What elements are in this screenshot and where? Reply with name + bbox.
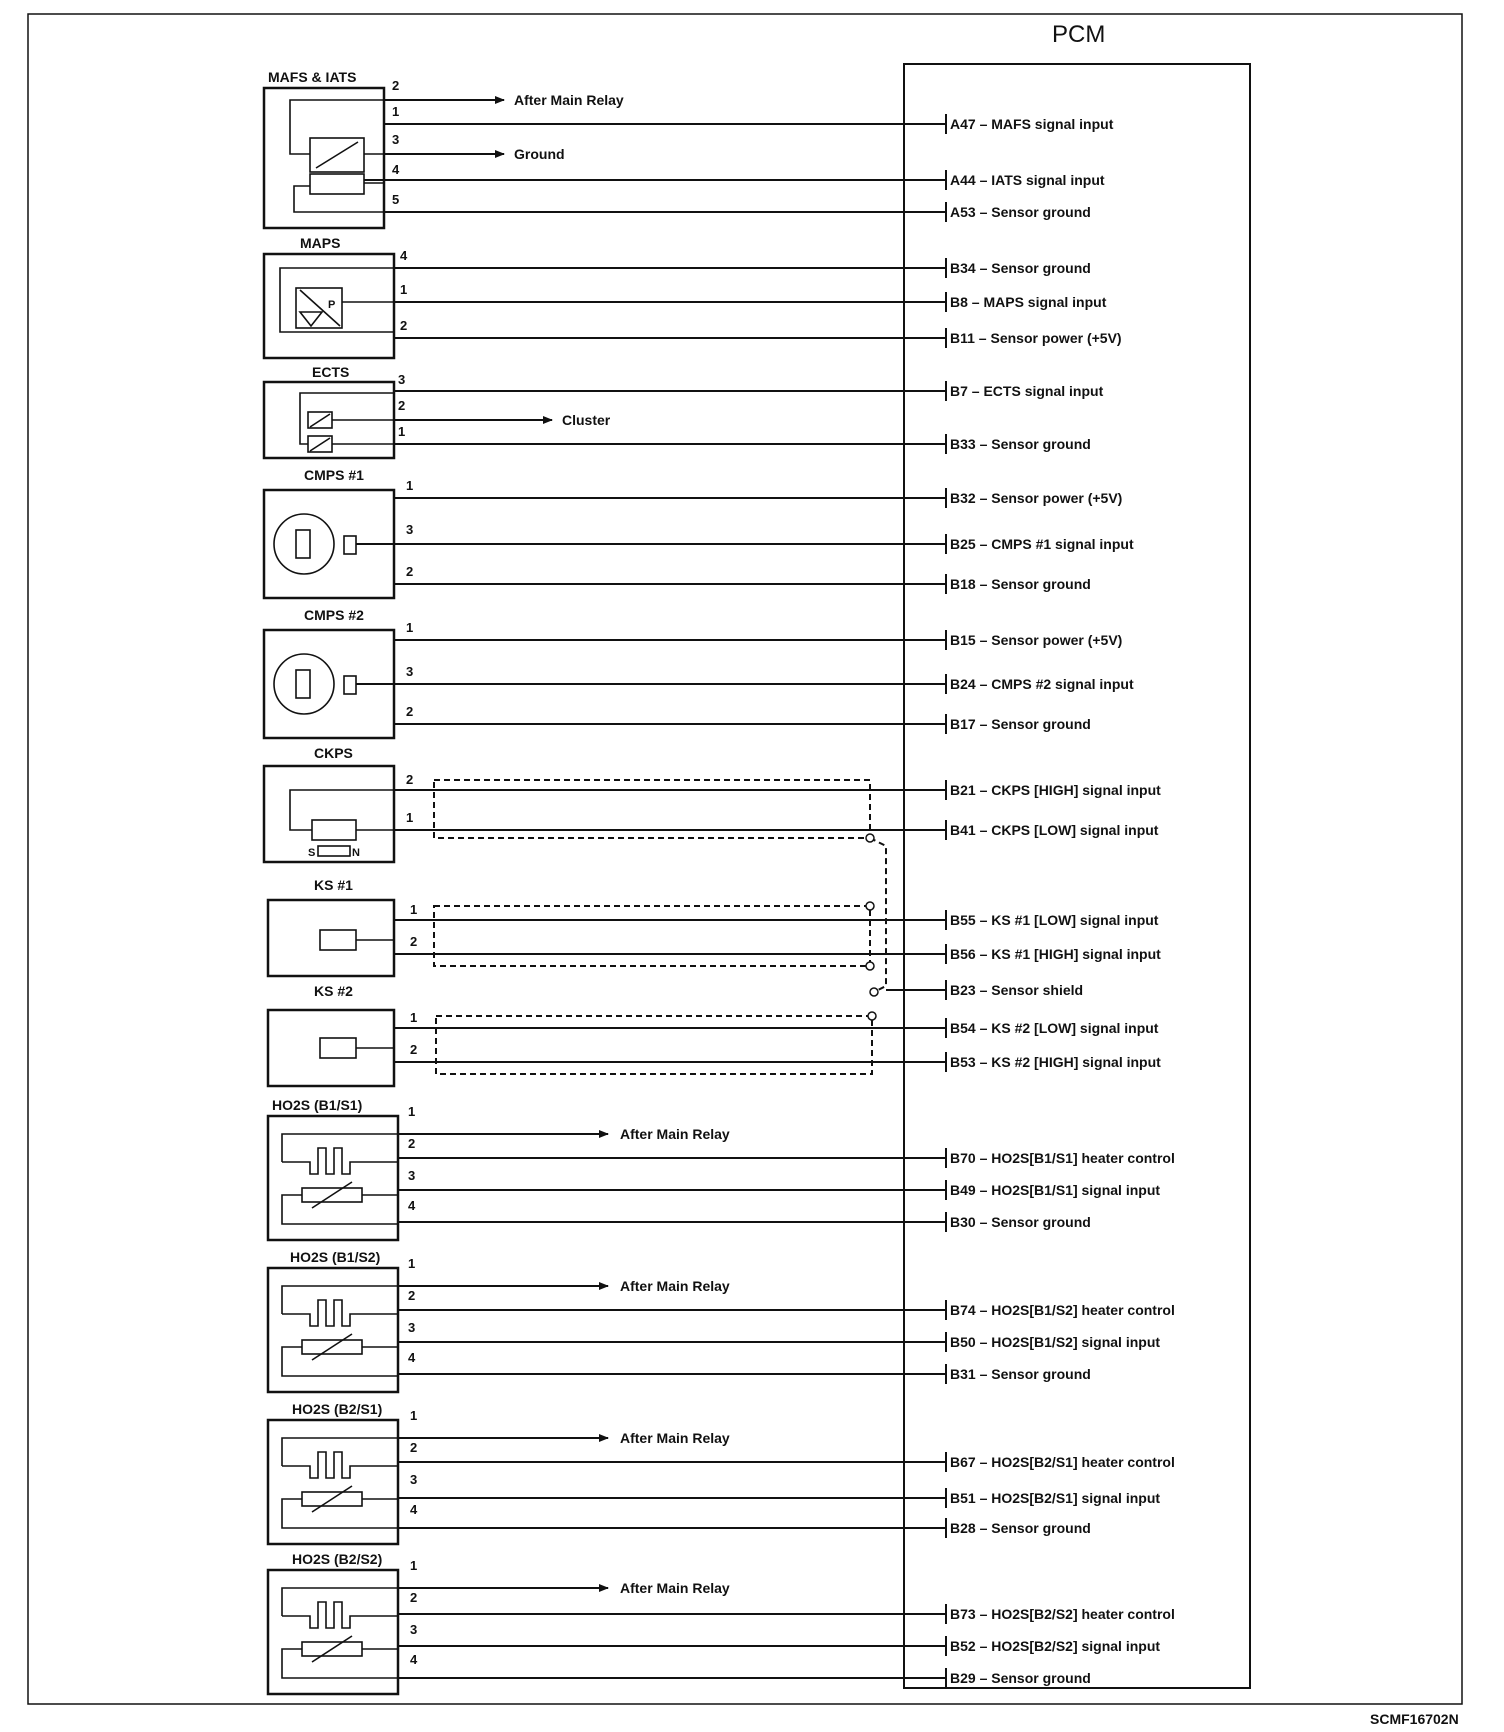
pin-number: 1: [398, 424, 406, 439]
pcm-terminal-label: B7 – ECTS signal input: [950, 383, 1104, 399]
svg-text:P: P: [328, 299, 336, 311]
external-connection-label: Ground: [514, 146, 565, 162]
pin-number: 4: [392, 162, 400, 177]
mafs-iats-sensor: [264, 88, 384, 228]
svg-text:N: N: [352, 847, 360, 859]
component-label-maps: MAPS: [300, 235, 341, 251]
pin-number: 3: [392, 132, 400, 147]
pin-number: 1: [406, 810, 414, 825]
component-label-ho2s-b2s2: HO2S (B2/S2): [292, 1551, 383, 1567]
pcm-terminal-label: B53 – KS #2 [HIGH] signal input: [950, 1054, 1161, 1070]
pin-number: 5: [392, 192, 400, 207]
pcm-terminal-label: B33 – Sensor ground: [950, 436, 1091, 452]
external-connection-label: Cluster: [562, 412, 611, 428]
pcm-terminal-label: A47 – MAFS signal input: [950, 116, 1114, 132]
ho2s-b2s1-sensor: [268, 1420, 398, 1544]
pin-number: 4: [410, 1652, 418, 1667]
component-label-ks1: KS #1: [314, 877, 353, 893]
pin-number: 2: [406, 564, 414, 579]
pcm-terminal-label: B11 – Sensor power (+5V): [950, 330, 1122, 346]
pin-number: 1: [410, 902, 418, 917]
component-label-ckps: CKPS: [314, 745, 353, 761]
pcm-terminal-label: B18 – Sensor ground: [950, 576, 1091, 592]
pin-number: 1: [406, 620, 414, 635]
component-label-mafs-iats: MAFS & IATS: [268, 69, 357, 85]
component-label-ho2s-b1s2: HO2S (B1/S2): [290, 1249, 381, 1265]
pcm-terminal-label: B73 – HO2S[B2/S2] heater control: [950, 1606, 1175, 1622]
component-label-ects: ECTS: [312, 364, 350, 380]
pcm-terminal-label: B31 – Sensor ground: [950, 1366, 1091, 1382]
pin-number: 3: [408, 1168, 416, 1183]
pin-number: 3: [406, 522, 414, 537]
component-label-ho2s-b1s1: HO2S (B1/S1): [272, 1097, 363, 1113]
figure-code: SCMF16702N: [1370, 1711, 1459, 1727]
pcm-terminal-label: B32 – Sensor power (+5V): [950, 490, 1123, 506]
pin-number: 4: [400, 248, 408, 263]
ckps-sensor: [264, 766, 394, 862]
pcm-terminal-label: B70 – HO2S[B1/S1] heater control: [950, 1150, 1175, 1166]
external-connection-label: After Main Relay: [620, 1430, 730, 1446]
pcm-terminal-label: B49 – HO2S[B1/S1] signal input: [950, 1182, 1161, 1198]
svg-text:S: S: [308, 847, 316, 859]
ks1-sensor: [268, 900, 394, 976]
pcm-terminal-label: B25 – CMPS #1 signal input: [950, 536, 1134, 552]
component-label-cmps2: CMPS #2: [304, 607, 364, 623]
pin-number: 2: [410, 1440, 418, 1455]
pcm-terminal-label: A44 – IATS signal input: [950, 172, 1105, 188]
pcm-terminal-label: B29 – Sensor ground: [950, 1670, 1091, 1686]
pin-number: 1: [408, 1104, 416, 1119]
pin-number: 1: [410, 1408, 418, 1423]
pcm-terminal-label: A53 – Sensor ground: [950, 204, 1091, 220]
pin-number: 1: [410, 1558, 418, 1573]
component-label-ks2: KS #2: [314, 983, 353, 999]
pin-number: 4: [410, 1502, 418, 1517]
pcm-terminal-label: B74 – HO2S[B1/S2] heater control: [950, 1302, 1175, 1318]
pin-number: 2: [410, 1590, 418, 1605]
external-connection-label: After Main Relay: [620, 1580, 730, 1596]
pcm-terminal-label: B51 – HO2S[B2/S1] signal input: [950, 1490, 1161, 1506]
ks2-sensor: [268, 1010, 394, 1086]
external-connection-layer: [384, 92, 730, 1596]
pin-number: 4: [408, 1198, 416, 1213]
pcm-terminal-label: B55 – KS #1 [LOW] signal input: [950, 912, 1159, 928]
pin-number: 1: [406, 478, 414, 493]
pcm-terminal-label: B28 – Sensor ground: [950, 1520, 1091, 1536]
pcm-terminal-label: B41 – CKPS [LOW] signal input: [950, 822, 1159, 838]
pcm-terminal-label: B56 – KS #1 [HIGH] signal input: [950, 946, 1161, 962]
pcm-terminal-label: B52 – HO2S[B2/S2] signal input: [950, 1638, 1161, 1654]
pin-number: 2: [406, 704, 414, 719]
ho2s-b2s2-sensor: [268, 1570, 398, 1694]
pcm-terminal-label: B34 – Sensor ground: [950, 260, 1091, 276]
pin-number: 1: [392, 104, 400, 119]
external-connection-label: After Main Relay: [514, 92, 624, 108]
pcm-terminal-label: B67 – HO2S[B2/S1] heater control: [950, 1454, 1175, 1470]
pin-number: 3: [410, 1622, 418, 1637]
pcm-terminal-label: B54 – KS #2 [LOW] signal input: [950, 1020, 1159, 1036]
external-connection-label: After Main Relay: [620, 1278, 730, 1294]
pin-number: 3: [398, 372, 406, 387]
external-connection-label: After Main Relay: [620, 1126, 730, 1142]
pin-number: 2: [408, 1288, 416, 1303]
pcm-terminal-layer: [946, 114, 1175, 1688]
pcm-terminal-label: B24 – CMPS #2 signal input: [950, 676, 1134, 692]
pcm-terminal-label: B21 – CKPS [HIGH] signal input: [950, 782, 1161, 798]
pcm-terminal-label: B23 – Sensor shield: [950, 982, 1084, 998]
pcm-terminal-label: B8 – MAPS signal input: [950, 294, 1107, 310]
pcm-terminal-label: B15 – Sensor power (+5V): [950, 632, 1123, 648]
pin-number: 2: [410, 1042, 418, 1057]
component-label-cmps1: CMPS #1: [304, 467, 364, 483]
pcm-terminal-label: B30 – Sensor ground: [950, 1214, 1091, 1230]
pin-number: 3: [408, 1320, 416, 1335]
pin-number: 1: [400, 282, 408, 297]
ho2s-b1s2-sensor: [268, 1268, 398, 1392]
pin-number: 1: [410, 1010, 418, 1025]
component-label-ho2s-b2s1: HO2S (B2/S1): [292, 1401, 383, 1417]
pin-number: 4: [408, 1350, 416, 1365]
pin-number: 2: [400, 318, 408, 333]
pin-number: 3: [406, 664, 414, 679]
ects-sensor: [264, 382, 394, 458]
pin-number: 2: [406, 772, 414, 787]
pin-number: 1: [408, 1256, 416, 1271]
pin-number: 3: [410, 1472, 418, 1487]
pcm-terminal-label: B50 – HO2S[B1/S2] signal input: [950, 1334, 1161, 1350]
pcm-terminal-label: B17 – Sensor ground: [950, 716, 1091, 732]
pin-number: 2: [398, 398, 406, 413]
pcm-title: PCM: [1052, 21, 1106, 48]
pin-number: 2: [408, 1136, 416, 1151]
maps-sensor: [264, 254, 394, 358]
ho2s-b1s1-sensor: [268, 1116, 398, 1240]
pin-number: 2: [392, 78, 400, 93]
pin-number: 2: [410, 934, 418, 949]
sensor-shield-lines: [434, 780, 946, 1074]
